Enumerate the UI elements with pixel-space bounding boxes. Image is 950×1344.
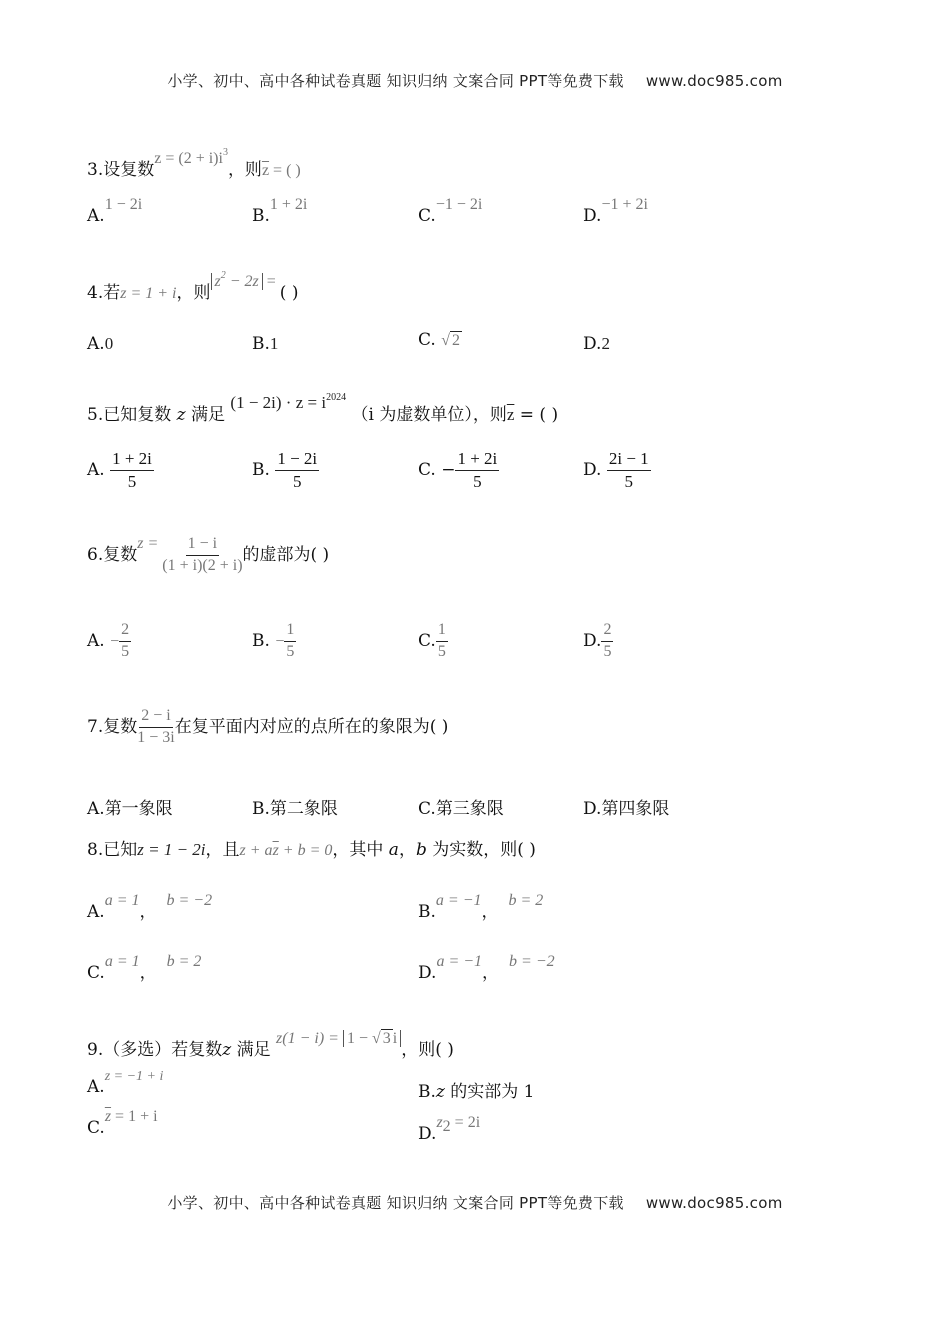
q5-expr: $(1 - 2i) \cdot z = i^{2024}$: [230, 392, 347, 412]
q8-equation: $z + a\overline{z} + b = 0$: [239, 842, 333, 859]
q5-prefix: 5.已知复数: [87, 405, 172, 425]
q6-option-d[interactable]: D. $\frac{2}{5}$: [583, 621, 612, 660]
q8-option-c[interactable]: C.a = 1，b = 2: [87, 953, 202, 983]
q7-prefix: 7.复数: [87, 716, 138, 737]
q3-zbar: $\overline{z}$: [261, 162, 270, 179]
q4-option-b[interactable]: B.1: [252, 334, 279, 354]
q3-prefix: 3.设复数: [87, 160, 155, 180]
q7-fraction: $\frac{2 - i}{1 - 3i}$: [137, 707, 175, 746]
q9-option-c[interactable]: $C.\overline{z} = 1 + i$: [87, 1108, 158, 1138]
q9-mid: 满足: [231, 1040, 277, 1060]
question-6: [87, 536, 329, 575]
q6-option-a[interactable]: A. − $\frac{2}{5}$: [87, 621, 130, 660]
q3-expr: $z = (2 + i)i^3$: [154, 147, 228, 167]
q8-tail2: 为实数，则( ): [426, 840, 536, 860]
q9-tail: ，则( ): [401, 1040, 454, 1060]
q5-eq: = ( ): [514, 405, 559, 425]
q6-lhs: z =: [137, 534, 163, 552]
q5-var: z: [176, 405, 186, 425]
q8-z-expr: z = 1 − 2i: [137, 840, 206, 859]
q7-option-a[interactable]: A.第一象限: [87, 799, 173, 819]
q3-option-d[interactable]: D.−1 + 2i: [583, 196, 648, 226]
q8-tail1: ，其中: [332, 840, 389, 860]
q3-option-c[interactable]: C.−1 − 2i: [418, 196, 483, 226]
q4-eq: =: [262, 273, 280, 290]
q9-option-a[interactable]: A.$^{z = -1 + i}$: [87, 1069, 164, 1097]
q4-tail: ( ): [279, 283, 299, 303]
q8-var-b: b: [415, 840, 427, 860]
q4-abs-expr: $z^2 - 2z$: [211, 273, 263, 290]
q5-note: （i 为虚数单位），则: [351, 405, 507, 425]
q3-mid: ，则: [227, 160, 262, 180]
q5-option-c[interactable]: C. − $\frac{1 + 2i}{5}$: [418, 449, 498, 491]
q3-option-b[interactable]: B.1 + 2i: [252, 196, 308, 226]
q6-option-c[interactable]: C. $\frac{1}{5}$: [418, 621, 446, 660]
q8-option-a[interactable]: A.a = 1，b = −2: [87, 892, 213, 922]
q9-abs-expr: 1 − √ 3 i: [343, 1030, 401, 1047]
question-7: [87, 708, 448, 747]
question-3: [87, 147, 301, 180]
q7-tail: 在复平面内对应的点所在的象限为( ): [174, 716, 449, 737]
q8-sep: ，: [398, 840, 416, 860]
q8-var-a: a: [388, 840, 399, 860]
q4-prefix: 4.若: [87, 283, 121, 303]
q5-mid: 满足: [185, 405, 231, 425]
q9-var: z: [222, 1040, 232, 1060]
question-8: [87, 835, 536, 860]
q9-lhs: z(1 − i) =: [276, 1030, 343, 1047]
q5-zbar: $\overline{z}$: [506, 405, 515, 424]
page-header: [0, 70, 950, 91]
question-5: [87, 392, 559, 425]
q4-option-d[interactable]: D.2: [583, 334, 610, 354]
header-site: www.doc985.com: [645, 72, 783, 90]
q9-prefix: 9.（多选）若复数: [87, 1040, 223, 1060]
q6-tail: 的虚部为( ): [242, 544, 330, 565]
q4-option-a[interactable]: A.0: [87, 334, 114, 354]
q8-option-d[interactable]: D.a = −1，b = −2: [418, 953, 555, 983]
q6-fraction: $\frac{1 - i}{(1 + i)(2 + i)}$: [162, 535, 243, 574]
q6-prefix: 6.复数: [87, 544, 138, 565]
q8-option-b[interactable]: B.a = −1，b = 2: [418, 892, 544, 922]
q7-option-b[interactable]: B.第二象限: [252, 799, 338, 819]
q8-mid: ，且: [205, 840, 240, 860]
q6-option-b[interactable]: B. − $\frac{1}{5}$: [252, 621, 295, 660]
q3-option-a[interactable]: A.1 − 2i: [87, 196, 143, 226]
q9-option-b[interactable]: B.z 的实部为 1: [418, 1082, 535, 1102]
question-9: [87, 1030, 454, 1060]
q5-option-d[interactable]: D. $\frac{2i - 1}{5}$: [583, 449, 649, 491]
q3-eq: = ( ): [269, 162, 301, 179]
q7-option-d[interactable]: D.第四象限: [583, 799, 670, 819]
q7-option-c[interactable]: C.第三象限: [418, 799, 504, 819]
header-text: 小学、初中、高中各种试卷真题 知识归纳 文案合同 PPT等免费下载: [167, 72, 624, 90]
footer-text: 小学、初中、高中各种试卷真题 知识归纳 文案合同 PPT等免费下载: [167, 1194, 624, 1212]
question-4: [87, 270, 299, 303]
q4-expr: z = 1 + i: [120, 285, 177, 302]
q4-mid: ，则: [176, 283, 211, 303]
q5-option-b[interactable]: B. $\frac{1 - 2i}{5}$: [252, 449, 318, 491]
q5-option-a[interactable]: A. $\frac{1 + 2i}{5}$: [87, 449, 152, 491]
q8-prefix: 8.已知: [87, 840, 138, 860]
footer-site: www.doc985.com: [645, 1194, 783, 1212]
q9-option-d[interactable]: $D.z^2 = 2i$: [418, 1114, 481, 1144]
q4-option-c[interactable]: C. √ 2: [418, 330, 460, 350]
page-footer: [0, 1192, 950, 1213]
